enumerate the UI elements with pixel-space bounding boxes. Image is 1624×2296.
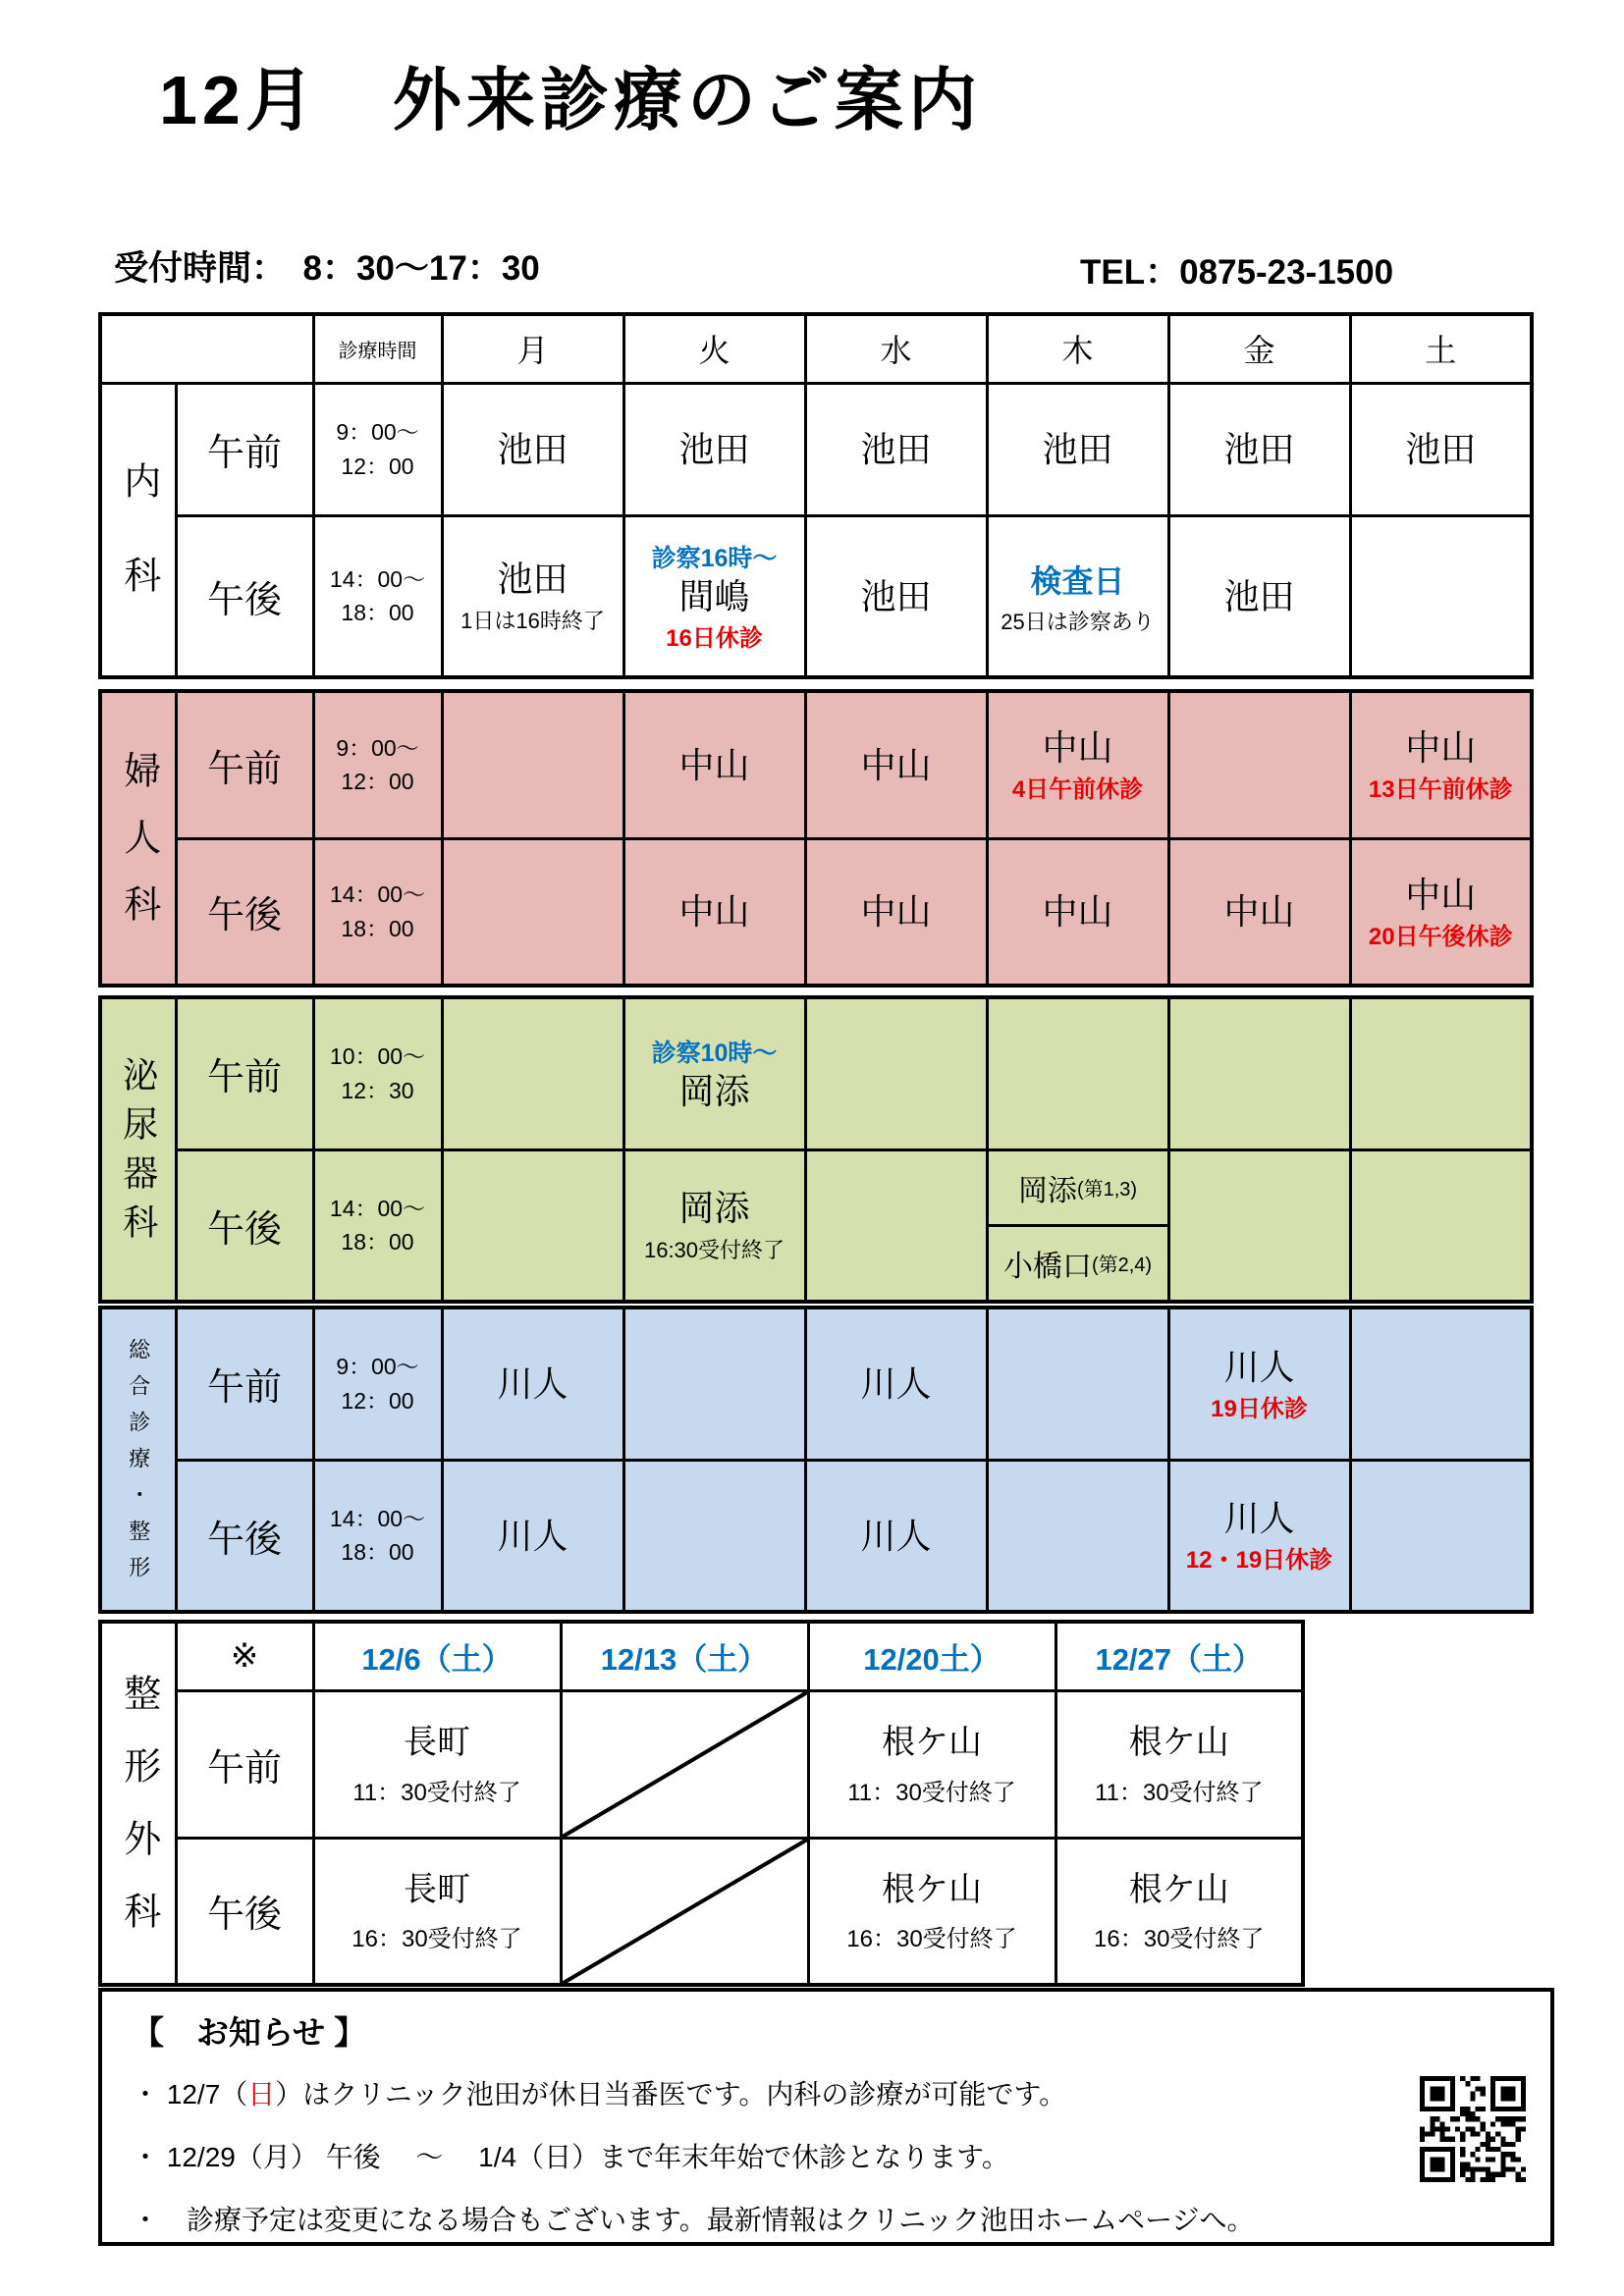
qr-code [1420,2076,1526,2182]
cell-note-red: 16日休診 [666,625,763,653]
week-qualifier: (第2,4) [1091,1255,1153,1277]
cell-note-red: 13日午前休診 [1368,776,1513,804]
doctor-name: 中山 [678,891,750,933]
time-line: 12：30 [341,1077,414,1103]
doctor-name: 池田 [678,429,750,469]
schedule-cell-empty [987,1308,1168,1460]
page-title: 12月 外来診療のご案内 [159,62,982,138]
time-line: 9：00～ [336,419,419,445]
ampm-label: 午後 [176,1149,313,1302]
schedule-cell [1350,383,1532,515]
time-line: 18：00 [341,1229,414,1255]
notice-text: ）はクリニック池田が休日当番医です。内科の診療が可能です。 [275,2079,1067,2109]
doctor-name: 川人 [860,1363,932,1405]
dept-cell-seikei [100,1622,176,1985]
fujinka-schedule-table [98,689,1534,988]
doctor-name: 川人 [1223,1498,1295,1539]
time-line: 14：00～ [329,881,426,908]
schedule-cell-empty [1350,515,1532,677]
schedule-cell-empty [987,1460,1168,1612]
schedule-cell [805,515,987,677]
doctor-name: 池田 [1405,429,1477,469]
time-line: 12：00 [341,769,414,795]
date-header: 12/6（土） [313,1622,561,1690]
phone-number: TEL：0875-23-1500 [1080,253,1394,292]
cell-note-blue: 検査日 [1030,562,1125,599]
hinyokika-schedule-table [98,995,1534,1304]
notice-text-red: 日 [247,2079,276,2109]
time-range [313,383,442,515]
doctor-name: 岡添 [1017,1174,1077,1207]
cell-note: 16：30受付終了 [1094,1926,1265,1953]
time-range [313,515,442,677]
notice-text: ・ 12/7（ [132,2079,248,2109]
time-column-header: 診療時間 [313,314,442,383]
notice-heading: 【 お知らせ 】 [132,2014,367,2051]
time-range [313,997,442,1149]
schedule-cell-empty [623,1308,805,1460]
schedule-cell-split [987,1149,1168,1302]
doctor-name: 池田 [1223,429,1295,469]
time-range [313,1149,442,1302]
dept-label: 泌尿器科 [118,1055,159,1253]
schedule-cell-empty [1350,1149,1532,1302]
schedule-cell [1350,838,1532,986]
schedule-cell-empty [442,838,623,986]
schedule-cell [623,383,805,515]
schedule-cell [313,1690,561,1838]
schedule-cell-empty [1350,997,1532,1149]
time-range [313,691,442,838]
doctor-name: 中山 [860,891,932,933]
doctor-name: 池田 [1223,575,1295,616]
schedule-cell-empty [1350,1460,1532,1612]
doctor-name: 根ケ山 [1128,1871,1229,1909]
reception-hours: 受付時間： 8：30～17：30 [114,249,540,288]
schedule-cell [987,691,1168,838]
schedule-cell-empty [805,997,987,1149]
time-line: 12：00 [341,453,414,479]
schedule-cell [987,838,1168,986]
ampm-label: 午前 [176,383,313,515]
schedule-cell [623,997,805,1149]
dept-cell-naika [100,383,176,677]
schedule-cell-empty [805,1149,987,1302]
schedule-cell [1168,515,1350,677]
doctor-name: 中山 [860,744,932,785]
notice-box [98,1988,1554,2246]
doctor-name: 根ケ山 [882,1871,982,1909]
doctor-name: 長町 [404,1724,470,1762]
schedule-cell-empty [1168,691,1350,838]
doctor-name: 岡添 [678,1188,750,1229]
diagonal-strike [563,1840,807,1984]
cell-note: 16:30受付終了 [643,1238,785,1263]
day-header-tue: 火 [623,314,805,383]
cell-note: 11：30受付終了 [847,1779,1016,1806]
day-header-fri: 金 [1168,314,1350,383]
doctor-name: 根ケ山 [882,1724,982,1762]
week-qualifier: (第1,3) [1076,1179,1138,1201]
schedule-cell [442,1460,623,1612]
sogo-schedule-table [98,1306,1534,1614]
dept-cell-hinyokika [100,997,176,1302]
time-line: 9：00～ [336,734,419,761]
split-cell-top [989,1151,1167,1227]
schedule-cell [623,1149,805,1302]
doctor-name: 中山 [1405,874,1477,915]
schedule-cell [623,515,805,677]
doctor-name: 中山 [1042,891,1113,933]
schedule-cell [1056,1690,1303,1838]
doctor-name: 川人 [1223,1346,1295,1387]
schedule-cell-crossed [561,1690,808,1838]
time-range [313,1460,442,1612]
time-range [313,1308,442,1460]
schedule-cell-empty [442,1149,623,1302]
ampm-label: 午前 [176,1308,313,1460]
schedule-cell-empty [1168,1149,1350,1302]
dept-cell-fujinka [100,691,176,986]
schedule-cell [805,383,987,515]
doctor-name: 池田 [497,559,568,600]
ampm-label: 午前 [176,1690,313,1838]
ampm-label: 午後 [176,515,313,677]
ampm-label: 午後 [176,1838,313,1985]
doctor-name: 長町 [404,1871,470,1909]
doctor-name: 川人 [860,1515,932,1556]
doctor-name: 中山 [1223,891,1295,933]
cell-note: 11：30受付終了 [352,1779,521,1806]
doctor-name: 池田 [497,429,568,469]
date-header: 12/13（土） [561,1622,808,1690]
schedule-cell [805,1308,987,1460]
dept-label: 総合診療・整形 [126,1338,151,1592]
doctor-name: 中山 [678,744,750,785]
time-range [313,838,442,986]
schedule-cell [987,515,1168,677]
day-header-mon: 月 [442,314,623,383]
schedule-cell [1056,1838,1303,1985]
ampm-label: 午前 [176,997,313,1149]
naika-schedule-table [98,312,1534,679]
time-line: 14：00～ [329,565,426,592]
date-header: 12/20土） [808,1622,1056,1690]
cell-note-red: 4日午前休診 [1011,776,1144,804]
schedule-cell [313,1838,561,1985]
schedule-cell [623,691,805,838]
split-cell-bottom [989,1227,1167,1300]
time-line: 18：00 [341,600,414,626]
doctor-name: 川人 [497,1515,568,1556]
seikei-schedule-table [98,1620,1305,1987]
notice-item-1 [132,2073,1550,2112]
day-header-wed: 水 [805,314,987,383]
diagonal-strike [563,1692,807,1837]
cell-note: 16：30受付終了 [352,1926,522,1953]
doctor-name: 中山 [1042,727,1113,769]
ampm-label: 午前 [176,691,313,838]
notice-item-3: ・ 診療予定は変更になる場合もございます。最新情報はクリニック池田ホームページへ。 [132,2205,1255,2235]
doctor-name: 池田 [1042,429,1113,469]
doctor-name: 池田 [860,429,932,469]
schedule-cell [805,691,987,838]
dept-label: 整形外科 [117,1673,159,1964]
doctor-name: 池田 [860,575,932,616]
doctor-name: 川人 [497,1363,568,1405]
cell-note-blue: 診察10時～ [651,1040,778,1068]
cell-note: 1日は16時終了 [460,609,605,634]
doctor-name: 中山 [1405,727,1477,769]
schedule-cell [1168,838,1350,986]
schedule-cell [1168,1308,1350,1460]
dept-label: 内科 [117,461,159,651]
schedule-cell-empty [987,997,1168,1149]
cell-note: 16：30受付終了 [846,1926,1017,1953]
schedule-cell-empty [1168,997,1350,1149]
ampm-label: 午後 [176,1460,313,1612]
dept-cell-sogo [100,1308,176,1612]
ampm-label: 午後 [176,838,313,986]
time-line: 9：00～ [336,1354,419,1380]
schedule-cell [805,1460,987,1612]
doctor-name: 根ケ山 [1128,1724,1229,1762]
cell-note-red: 19日休診 [1211,1395,1308,1422]
cell-note: 11：30受付終了 [1094,1779,1264,1806]
time-line: 14：00～ [329,1195,426,1221]
schedule-cell-empty [442,691,623,838]
schedule-cell [442,383,623,515]
time-line: 10：00～ [329,1043,426,1070]
doctor-name: 小橋口 [1002,1250,1092,1283]
time-line: 12：00 [341,1387,414,1414]
doctor-name: 間嶋 [678,576,750,617]
cell-note-red: 12・19日休診 [1185,1547,1333,1575]
cell-note-blue: 診察16時～ [651,545,778,573]
schedule-cell-empty [623,1460,805,1612]
cell-note-red: 20日午後休診 [1368,923,1513,950]
day-header-sat: 土 [1350,314,1532,383]
schedule-cell-empty [1350,1308,1532,1460]
cell-note: 25日は診察あり [1001,609,1155,634]
time-line: 14：00～ [329,1505,426,1531]
schedule-cell [442,515,623,677]
time-line: 18：00 [341,915,414,941]
schedule-cell [442,1308,623,1460]
schedule-cell-crossed [561,1838,808,1985]
doctor-name: 岡添 [678,1071,750,1112]
day-header-thu: 木 [987,314,1168,383]
schedule-cell [808,1838,1056,1985]
schedule-cell [987,383,1168,515]
time-line: 18：00 [341,1539,414,1566]
header-empty-cell [100,314,313,383]
schedule-cell-empty [442,997,623,1149]
schedule-cell [1350,691,1532,838]
schedule-cell [808,1690,1056,1838]
schedule-cell [805,838,987,986]
date-header: 12/27（土） [1056,1622,1303,1690]
dept-label: 婦人科 [117,750,159,951]
schedule-cell [623,838,805,986]
schedule-cell [1168,383,1350,515]
notice-item-2: ・ 12/29（月） 午後 ～ 1/4（日）まで年末年始で休診となります。 [132,2142,1009,2172]
schedule-cell [1168,1460,1350,1612]
asterisk-mark: ※ [176,1622,313,1690]
